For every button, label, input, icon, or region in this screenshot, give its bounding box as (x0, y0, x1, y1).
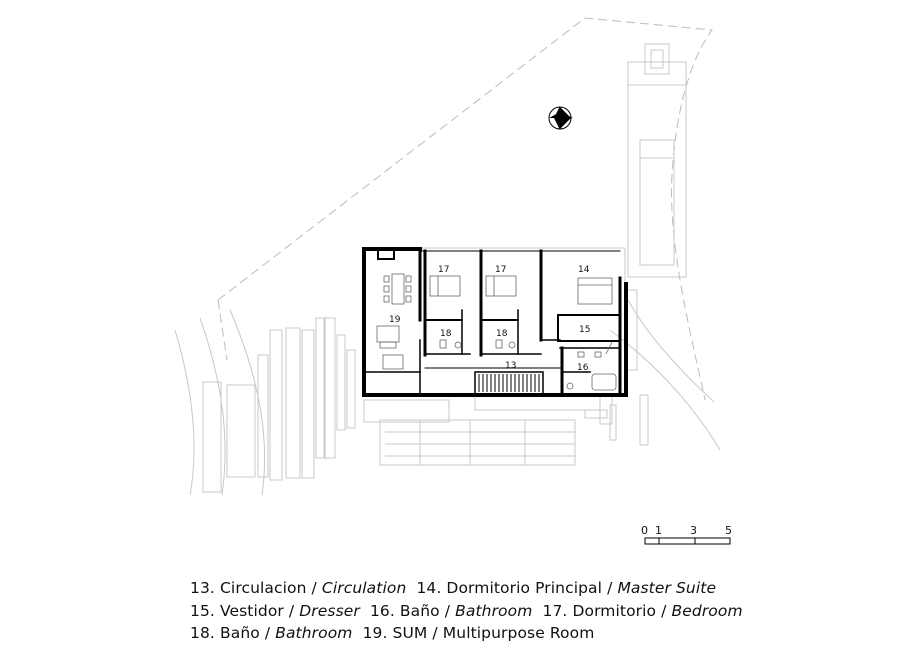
stairs (479, 374, 539, 392)
scale-label-1: 1 (655, 524, 662, 537)
room-label-17b: 17 (495, 265, 507, 275)
legend-item-14: 14. Dormitorio Principal / Master Suite (416, 579, 717, 597)
room-label-18a: 18 (440, 329, 452, 339)
scale-label-3: 3 (690, 524, 697, 537)
dining-table (392, 274, 404, 304)
room-label-14: 14 (578, 265, 590, 275)
legend-item-18: 18. Baño / Bathroom (190, 624, 353, 642)
scale-bar (641, 524, 732, 544)
legend (190, 577, 750, 645)
bathtub (592, 374, 616, 390)
legend-item-19: 19. SUM / Multipurpose Room (362, 624, 595, 642)
legend-item-13: 13. Circulacion / Circulation (190, 579, 407, 597)
room-label-18b: 18 (496, 329, 508, 339)
site-boundary (218, 18, 712, 400)
bed-17b (486, 276, 516, 296)
room-label-19: 19 (389, 315, 401, 325)
bed-14 (578, 278, 612, 304)
scale-label-0: 0 (641, 524, 648, 537)
legend-item-16: 16. Baño / Bathroom (369, 601, 533, 620)
sofa (377, 326, 399, 342)
scale-label-5: 5 (725, 524, 732, 537)
legend-item-17: 17. Dormitorio / Bedroom (542, 601, 743, 620)
bed-17a (430, 276, 460, 296)
room-label-17a: 17 (438, 265, 450, 275)
north-arrow-icon (549, 106, 573, 130)
legend-item-15: 15. Vestidor / Dresser (190, 601, 360, 620)
room-label-13: 13 (505, 361, 517, 371)
room-label-15: 15 (579, 325, 591, 335)
room-label-16: 16 (577, 363, 589, 373)
